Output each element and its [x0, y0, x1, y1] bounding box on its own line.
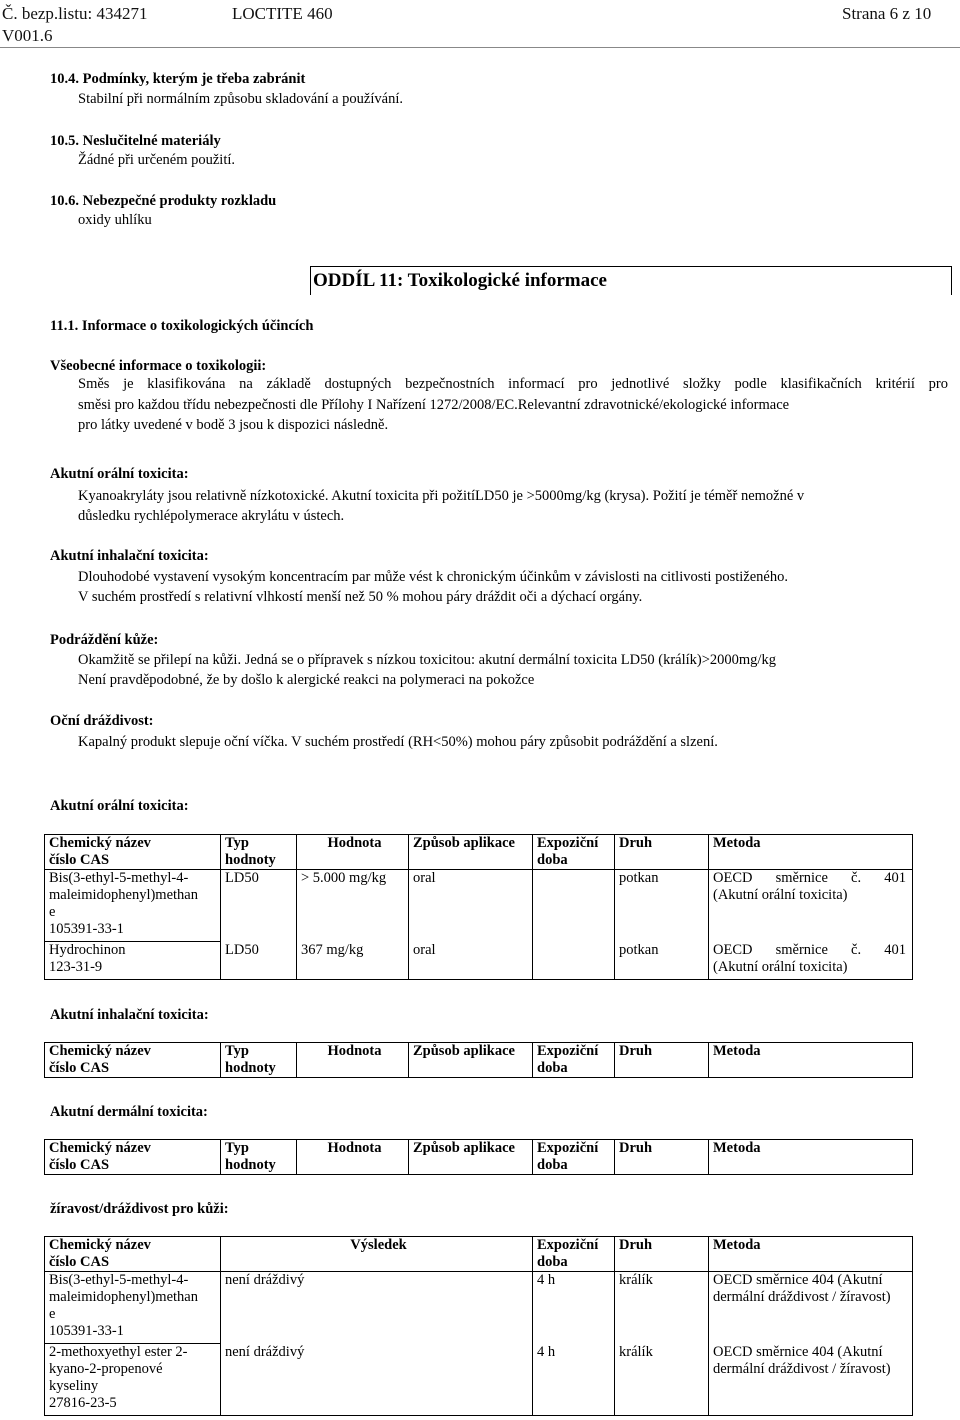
- cell-name: kyseliny: [49, 1378, 99, 1394]
- col-typ-2: hodnoty: [225, 1157, 276, 1173]
- cell-method-2: (Akutní orální toxicita): [713, 958, 848, 975]
- cell-name: e: [49, 1306, 56, 1322]
- inhalation-line-1: Dlouhodobé vystavení vysokým koncentracím par může vést k chronickým účinkům v závislosti na citlivosti postiženého.: [78, 569, 788, 585]
- col-cas: číslo CAS: [49, 852, 110, 868]
- cell-method: OECD směrnice č. 401: [713, 941, 906, 958]
- section-11-title: ODDÍL 11: Toxikologické informace: [313, 270, 607, 291]
- col-route: Způsob aplikace: [409, 835, 533, 870]
- skin-line-2: Není pravděpodobné, že by došlo k alergické reakci na polymeraci na pokožce: [78, 672, 535, 688]
- col-species: Druh: [615, 1140, 709, 1175]
- cell-name: 2-methoxyethyl ester 2-: [49, 1344, 188, 1360]
- cell-species: králík: [615, 1344, 709, 1416]
- table-row: [45, 942, 913, 980]
- inhalation-table: [44, 1042, 913, 1078]
- cell-route: oral: [409, 870, 533, 942]
- col-typ: Typ: [225, 835, 249, 851]
- col-exp-2: doba: [537, 852, 568, 868]
- table-header-row: [45, 1140, 913, 1175]
- skin-heading: Podráždění kůže:: [50, 632, 159, 648]
- col-typ: Typ: [225, 1043, 249, 1059]
- col-typ: Typ: [225, 1140, 249, 1156]
- cell-exp: 4 h: [533, 1344, 615, 1416]
- general-heading: Všeobecné informace o toxikologii:: [50, 358, 267, 374]
- col-method: Metoda: [709, 1237, 913, 1272]
- cell-exp: [533, 942, 615, 980]
- inhalation-heading: Akutní inhalační toxicita:: [50, 548, 209, 564]
- col-exp-2: doba: [537, 1254, 568, 1270]
- cell-value: 367 mg/kg: [297, 942, 409, 980]
- cell-cas: 105391-33-1: [49, 921, 124, 937]
- col-typ-2: hodnoty: [225, 852, 276, 868]
- cell-cas: 105391-33-1: [49, 1323, 124, 1339]
- col-method: Metoda: [709, 1140, 913, 1175]
- col-cas: číslo CAS: [49, 1157, 110, 1173]
- col-value: Hodnota: [297, 1140, 409, 1175]
- col-name: Chemický název: [49, 1140, 151, 1156]
- cell-name: kyano-2-propenové: [49, 1361, 163, 1377]
- col-value: Hodnota: [297, 835, 409, 870]
- col-species: Druh: [615, 835, 709, 870]
- heading-10-6: 10.6. Nebezpečné produkty rozkladu: [50, 193, 277, 209]
- doc-number: Č. bezp.listu: 434271: [2, 4, 148, 23]
- dermal-table-title: Akutní dermální toxicita:: [50, 1104, 208, 1120]
- col-exp-2: doba: [537, 1157, 568, 1173]
- header-rule: [0, 47, 960, 48]
- col-route: Způsob aplikace: [409, 1140, 533, 1175]
- heading-10-5: 10.5. Neslučitelné materiály: [50, 133, 221, 149]
- cell-method-2: (Akutní orální toxicita): [713, 887, 848, 903]
- table-header-row: [45, 835, 913, 870]
- inhalation-table-title: Akutní inhalační toxicita:: [50, 1007, 209, 1023]
- cell-exp: [533, 870, 615, 942]
- dermal-table: [44, 1139, 913, 1175]
- cell-method-2: dermální dráždivost / žíravost): [713, 1289, 891, 1305]
- eye-heading: Oční dráždivost:: [50, 713, 154, 729]
- cell-method-2: dermální dráždivost / žíravost): [713, 1360, 891, 1377]
- oral-line-2: důsledku rychlépolymerace akrylátu v ústech.: [78, 508, 345, 524]
- col-value: Hodnota: [297, 1043, 409, 1078]
- cell-species: potkan: [615, 942, 709, 980]
- cell-result: není dráždivý: [221, 1272, 533, 1344]
- col-method: Metoda: [709, 835, 913, 870]
- text-10-6: oxidy uhlíku: [78, 212, 152, 228]
- col-route: Způsob aplikace: [409, 1043, 533, 1078]
- col-name: Chemický název: [49, 1043, 151, 1059]
- table-header-row: [45, 1237, 913, 1272]
- text-10-4: Stabilní při normálním způsobu skladování a používání.: [78, 91, 403, 107]
- cell-species: králík: [615, 1272, 709, 1344]
- cell-name: Hydrochinon: [49, 942, 126, 958]
- skin-line-1: Okamžitě se přilepí na kůži. Jedná se o přípravek s nízkou toxicitou: akutní dermální toxicita LD50 (králík)>2000mg/kg: [78, 652, 776, 668]
- col-name: Chemický název: [49, 835, 151, 851]
- oral-heading: Akutní orální toxicita:: [50, 466, 189, 482]
- table-header-row: [45, 1043, 913, 1078]
- heading-10-4: 10.4. Podmínky, kterým je třeba zabránit: [50, 71, 306, 87]
- cell-method: OECD směrnice č. 401: [713, 870, 906, 886]
- cell-name: maleimidophenyl)methan: [49, 887, 198, 903]
- cell-name: Bis(3-ethyl-5-methyl-4-: [49, 870, 189, 886]
- cell-name: Bis(3-ethyl-5-methyl-4-: [49, 1272, 189, 1288]
- table-row: [45, 1272, 913, 1344]
- inhalation-line-2: V suchém prostředí s relativní vlhkostí menší než 50 % mohou páry dráždit oči a dýchací orgány.: [78, 589, 643, 605]
- col-exp: Expoziční: [537, 1140, 599, 1156]
- general-line-1: Směs je klasifikována na základě dostupných bezpečnostních informací pro jednotlivé složky podle klasifikačních kritérií pro: [78, 376, 948, 392]
- col-species: Druh: [615, 1043, 709, 1078]
- cell-value: > 5.000 mg/kg: [297, 870, 409, 942]
- table-row: [45, 1344, 913, 1416]
- page-number: Strana 6 z 10: [842, 4, 932, 23]
- oral-table-title: Akutní orální toxicita:: [50, 798, 189, 814]
- col-cas: číslo CAS: [49, 1254, 110, 1270]
- cell-typ: LD50: [221, 942, 297, 980]
- col-method: Metoda: [709, 1043, 913, 1078]
- col-name: Chemický název: [49, 1237, 151, 1253]
- col-species: Druh: [615, 1237, 709, 1272]
- oral-line-1: Kyanoakryláty jsou relativně nízkotoxické. Akutní toxicita při požitíLD50 je >5000mg/kg (krysa). Požití je téměř nemožné v: [78, 488, 805, 504]
- cell-route: oral: [409, 942, 533, 980]
- cell-cas: 27816-23-5: [49, 1395, 117, 1411]
- cell-species: potkan: [615, 870, 709, 942]
- cell-exp: 4 h: [533, 1272, 615, 1344]
- oral-table: [44, 834, 913, 980]
- irritation-table-title: žíravost/dráždivost pro kůži:: [50, 1201, 229, 1217]
- eye-line-1: Kapalný produkt slepuje oční víčka. V suchém prostředí (RH<50%) mohou páry způsobit podráždění a slzení.: [78, 734, 718, 750]
- cell-name: maleimidophenyl)methan: [49, 1289, 198, 1305]
- cell-method: OECD směrnice 404 (Akutní: [713, 1343, 883, 1360]
- col-result: Výsledek: [221, 1237, 533, 1272]
- heading-11-1: 11.1. Informace o toxikologických účincích: [50, 318, 314, 334]
- general-line-3: pro látky uvedené v bodě 3 jsou k dispozici následně.: [78, 417, 389, 433]
- col-exp: Expoziční: [537, 1237, 599, 1253]
- general-line-2: směsi pro každou třídu nebezpečnosti dle Přílohy I Nařízení 1272/2008/EC.Relevantní zdravotnické/ekologické informace: [78, 397, 790, 413]
- cell-method: OECD směrnice 404 (Akutní: [713, 1272, 883, 1288]
- cell-name: e: [49, 904, 56, 920]
- irritation-table: [44, 1236, 913, 1416]
- col-typ-2: hodnoty: [225, 1060, 276, 1076]
- col-cas: číslo CAS: [49, 1060, 110, 1076]
- doc-version: V001.6: [2, 26, 53, 45]
- product-name: LOCTITE 460: [232, 4, 333, 23]
- cell-typ: LD50: [221, 870, 297, 942]
- col-exp-2: doba: [537, 1060, 568, 1076]
- col-exp: Expoziční: [537, 835, 599, 851]
- col-exp: Expoziční: [537, 1043, 599, 1059]
- cell-cas: 123-31-9: [49, 959, 103, 975]
- cell-result: není dráždivý: [221, 1344, 533, 1416]
- text-10-5: Žádné při určeném použití.: [78, 152, 236, 168]
- table-row: [45, 870, 913, 942]
